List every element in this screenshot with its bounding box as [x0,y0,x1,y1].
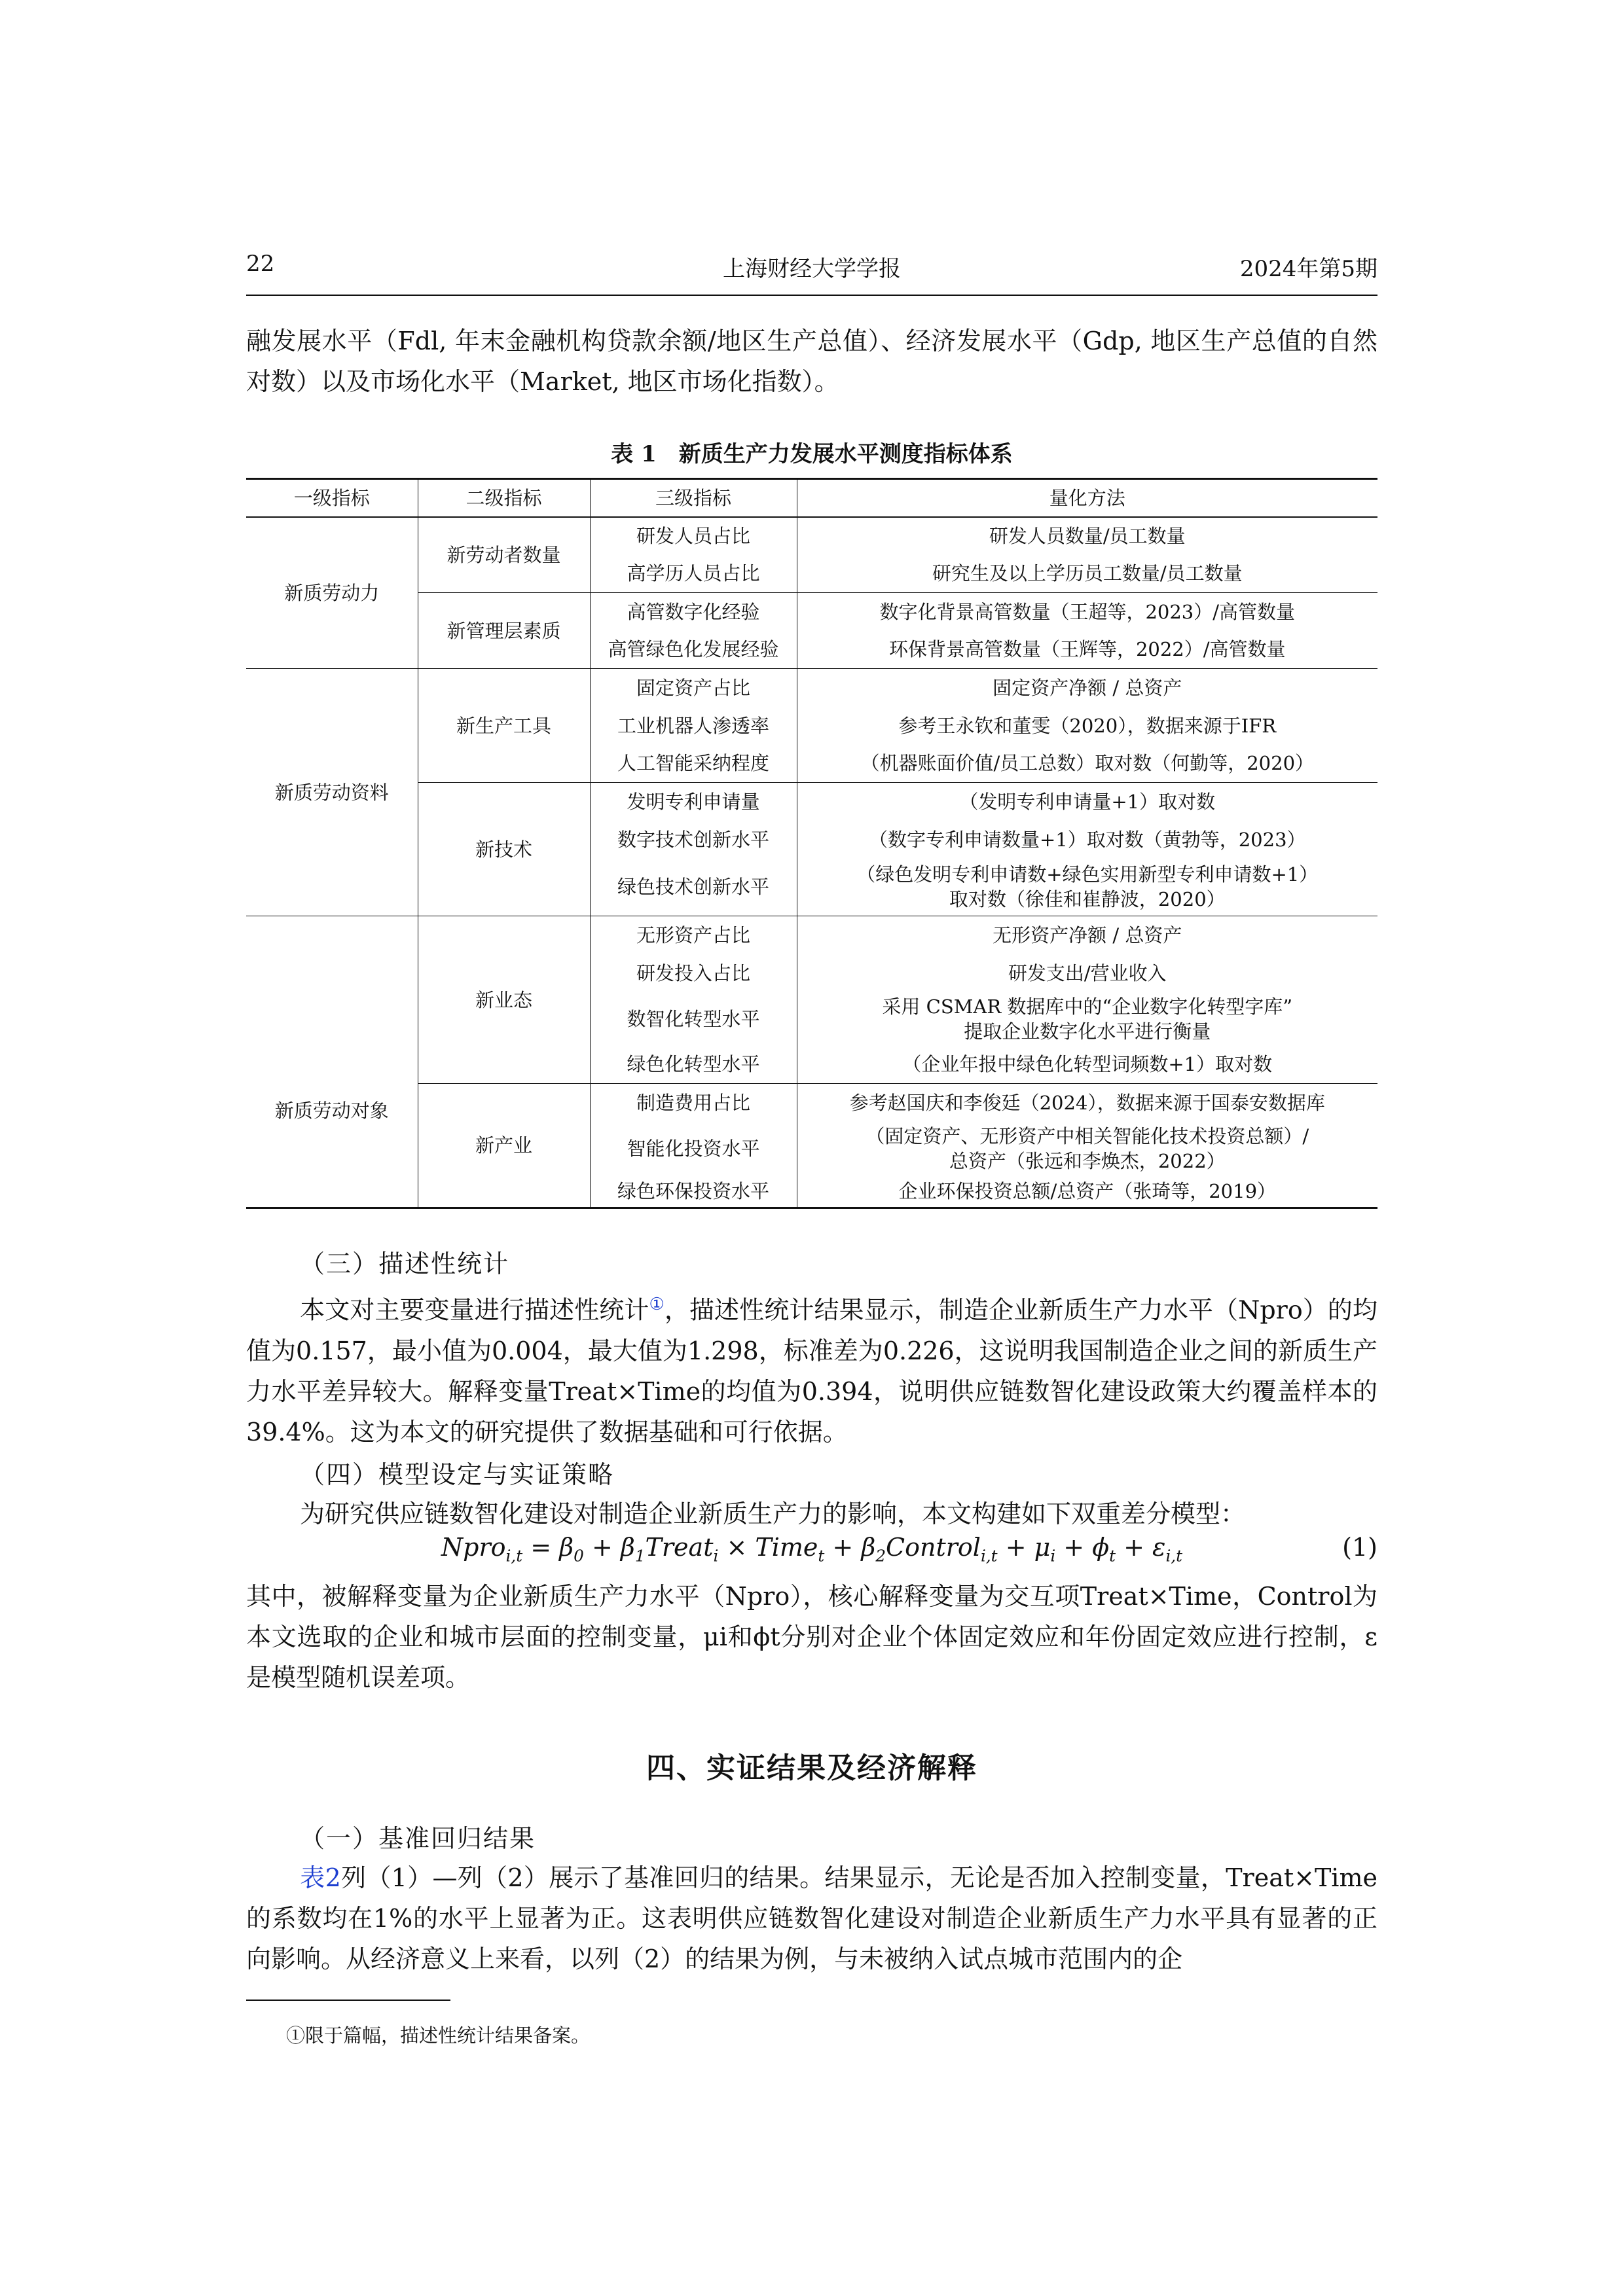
col-header-level3: 三级指标 [590,479,797,517]
level3-cell: 无形资产占比 [590,916,797,954]
issue-label: 2024年第5期 [1239,256,1377,282]
table-header-row [246,479,1377,517]
intro-paragraph: 融发展水平（Fdl, 年末金融机构贷款余额/地区生产总值）、经济发展水平（Gdp, 地区生产总值的自然对数）以及市场化水平（Market, 地区市场化指数）。 [246,327,1377,396]
level1-cell: 新质劳动力 [246,517,418,669]
level3-cell: 智能化投资水平 [590,1122,797,1175]
page-header [246,251,1377,290]
table-title: 表 1 新质生产力发展水平测度指标体系 [611,441,1013,467]
level1-cell: 新质劳动对象 [246,916,418,1208]
method-line: （固定资产、无形资产中相关智能化技术投资总额）/ [866,1124,1309,1147]
level3-cell: 工业机器人渗透率 [590,707,797,745]
method-line: （绿色发明专利申请数+绿色实用新型专利申请数+1） [856,863,1319,886]
method-cell: （发明专利申请量+1）取对数 [959,790,1216,813]
col-header-method: 量化方法 [1049,486,1125,509]
method-cell: （企业年报中绿色化转型词频数+1）取对数 [902,1053,1273,1076]
method-line: 总资产（张远和李焕杰，2022） [949,1149,1226,1172]
level2-cell: 新生产工具 [418,669,590,783]
level3-cell: 研发人员占比 [590,517,797,555]
footnote-ref[interactable]: ① [649,1295,665,1314]
descriptive-text-a: 本文对主要变量进行描述性统计 [300,1295,649,1325]
method-cell: 企业环保投资总额/总资产（张琦等，2019） [898,1179,1277,1202]
page-number: 22 [246,251,275,277]
model-intro-text: 为研究供应链数智化建设对制造企业新质生产力的影响，本文构建如下双重差分模型： [300,1499,1246,1528]
section-heading-descriptive: （三）描述性统计 [300,1249,510,1278]
level3-cell: 高管数字化经验 [590,593,797,631]
footnote: ①限于篇幅，描述性统计结果备案。 [286,2024,591,2047]
model-intro-paragraph [246,1494,1377,1534]
method-cell: 固定资产净额 / 总资产 [993,676,1182,699]
header-rule [246,295,1377,296]
footnote-rule [246,2000,450,2001]
level2-cell: 新业态 [418,916,590,1084]
table-row [246,916,1377,954]
level3-cell: 研发投入占比 [590,954,797,992]
table-row [246,517,1377,555]
level3-cell: 绿色环保投资水平 [590,1175,797,1208]
method-cell: 无形资产净额 / 总资产 [993,924,1182,946]
baseline-text: 列（1）—列（2）展示了基准回归的结果。结果显示，无论是否加入控制变量，Treat×Time的系数均在1%的水平上显著为正。这表明供应链数智化建设对制造企业新质生产力水平具有显著的正向影响。从经济意义上来看，以列（2）的结果为例，与未被纳入试点城市范围内的企 [246,1863,1377,1973]
level3-cell: 制造费用占比 [590,1084,797,1122]
journal-title: 上海财经大学学报 [723,256,901,282]
method-cell [797,859,1377,916]
level3-cell: 人工智能采纳程度 [590,745,797,783]
method-cell: （数字专利申请数量+1）取对数（黄勃等，2023） [868,828,1306,851]
level3-cell: 数字技术创新水平 [590,821,797,859]
did-equation [246,1533,1377,1572]
method-cell: 参考赵国庆和李俊廷（2024），数据来源于国泰安数据库 [849,1091,1325,1114]
level3-cell: 固定资产占比 [590,669,797,707]
method-cell: （机器账面价值/员工总数）取对数（何勤等，2020） [860,752,1315,775]
method-cell: 参考王永钦和董雯（2020），数据来源于IFR [898,714,1277,737]
section-heading-model: （四）模型设定与实证策略 [300,1460,615,1489]
table-row [246,669,1377,707]
section-heading-baseline: （一）基准回归结果 [300,1824,536,1853]
descriptive-paragraph [246,1284,1377,1452]
level3-cell: 发明专利申请量 [590,783,797,821]
chapter-heading: 四、实证结果及经济解释 [646,1751,977,1785]
method-cell: 研究生及以上学历员工数量/员工数量 [932,562,1243,585]
method-line: 取对数（徐佳和崔静波，2020） [949,888,1226,911]
descriptive-text-b: ，描述性统计结果显示，制造企业新质生产力水平（Npro）的均值为0.157，最小值为0.004，最大值为1.298，标准差为0.226，这说明我国制造企业之间的新质生产力水平差异较大。解释变量Treat×Time的均值为0.394，说明供应链数智化建设政策大约覆盖样本的39.4%。这为本文的研究提供了数据基础和可行依据。 [246,1295,1377,1446]
method-cell: 研发支出/营业收入 [1008,961,1167,984]
equation-number: (1) [1342,1533,1377,1562]
baseline-paragraph [246,1857,1377,1979]
level3-cell: 数智化转型水平 [590,992,797,1046]
method-cell [797,1122,1377,1175]
method-cell: 环保背景高管数量（王辉等，2022）/高管数量 [888,638,1286,661]
method-cell [797,992,1377,1046]
method-line: 采用 CSMAR 数据库中的“企业数字化转型字库” [882,995,1293,1018]
level3-cell: 绿色化转型水平 [590,1046,797,1084]
col-header-level1: 一级指标 [246,479,418,517]
level2-cell: 新管理层素质 [418,593,590,669]
col-header-level2: 二级指标 [418,479,590,517]
level3-cell: 绿色技术创新水平 [590,859,797,916]
method-line: 提取企业数字化水平进行衡量 [964,1020,1211,1043]
level3-cell: 高管绿色化发展经验 [590,631,797,669]
level2-cell: 新技术 [418,783,590,916]
level2-cell: 新产业 [418,1084,590,1208]
level2-cell: 新劳动者数量 [418,517,590,593]
model-explain-paragraph: 其中，被解释变量为企业新质生产力水平（Npro），核心解释变量为交互项Treat×Time，Control为本文选取的企业和城市层面的控制变量，μi和ϕt分别对企业个体固定效应和年份固定效应进行控制，ε是模型随机误差项。 [246,1582,1377,1692]
table2-link[interactable]: 表2 [300,1863,341,1892]
level1-cell: 新质劳动资料 [246,669,418,916]
method-cell: 研发人员数量/员工数量 [989,525,1186,547]
equation-body: Npro$_{i,t}$ = $\beta_0$ + $\beta_1Treat_i$ × Time$_t$ + $\beta_2Control_{i,t} + \mu_i + \phi_t + \varepsilon_{i,t}$ [441,1533,1183,1566]
level3-cell: 高学历人员占比 [590,555,797,593]
indicator-table [246,478,1377,1209]
method-cell: 数字化背景高管数量（王超等，2023）/高管数量 [879,600,1296,623]
